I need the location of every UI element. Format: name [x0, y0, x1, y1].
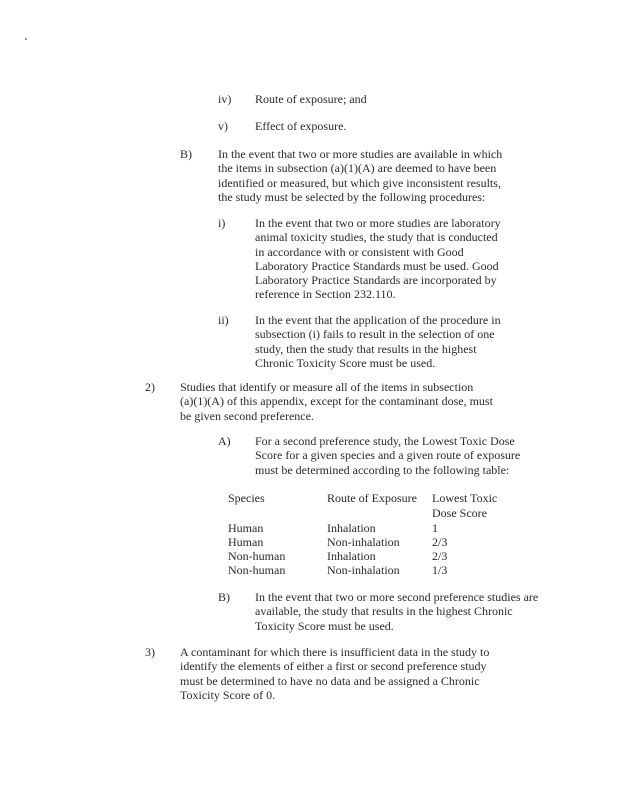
text-line: the study must be selected by the following procedures:	[218, 189, 486, 204]
table-header: Species	[228, 491, 265, 505]
scan-speck	[25, 38, 27, 40]
text-line: the items in subsection (a)(1)(A) are deemed to have been	[218, 161, 497, 176]
text-line: identify the elements of either a first or second preference study	[180, 659, 487, 674]
item-label: v)	[218, 119, 228, 133]
text-line: Toxicity Score of 0.	[180, 687, 276, 702]
item-label: iv)	[218, 92, 232, 106]
text-line: subsection (i) fails to result in the selection of one	[255, 327, 495, 342]
table-cell: Human	[228, 535, 264, 549]
item-label: 2)	[145, 380, 155, 394]
text-line: For a second preference study, the Lowest Toxic Dose	[255, 434, 515, 448]
item-label: ii)	[218, 313, 229, 327]
paragraph	[180, 380, 493, 423]
table-cell: Human	[228, 521, 264, 535]
table-cell: 1/3	[432, 563, 448, 577]
text-line: Laboratory Practice Standards must be used. Good	[255, 258, 499, 273]
item-label: B)	[180, 147, 192, 161]
text-line: animal toxicity studies, the study that is conducted	[255, 230, 498, 245]
table-cell: Inhalation	[327, 521, 376, 535]
table-cell: 2/3	[432, 535, 448, 549]
text-line: study, then the study that results in the highest	[255, 341, 477, 356]
text-line: Laboratory Practice Standards are incorporated by	[255, 273, 497, 288]
text-line: must be determined to have no data and be assigned a Chronic	[180, 673, 480, 688]
paragraph	[218, 147, 502, 204]
text-line: In the event that two or more studies are available in which	[218, 147, 503, 161]
text-line: available, the study that results in the highest Chronic	[255, 604, 513, 619]
table-header: Route of Exposure	[327, 491, 417, 505]
item-label: i)	[218, 216, 226, 230]
text-line: Score for a given species and a given route of exposure	[255, 448, 521, 463]
paragraph	[255, 216, 501, 302]
text-line: be given second preference.	[180, 408, 314, 423]
text-line: reference in Section 232.110.	[255, 287, 396, 302]
text-line: Toxicity Score must be used.	[255, 618, 394, 633]
table-cell: 2/3	[432, 549, 448, 563]
table-cell: Inhalation	[327, 549, 376, 563]
item-label: A)	[218, 434, 231, 448]
table-cell: 1	[432, 521, 438, 535]
text-line: must be determined according to the following table:	[255, 462, 510, 477]
item-label: B)	[218, 590, 230, 604]
table-cell: Non-human	[228, 549, 286, 563]
text-line: In the event that two or more second preference studies are	[255, 590, 539, 604]
text-line: identified or measured, but which give inconsistent results,	[218, 175, 501, 190]
table-header: Lowest Toxic	[432, 491, 498, 505]
text-line: In the event that the application of the procedure in	[255, 313, 501, 327]
paragraph	[180, 645, 489, 702]
item-label: 3)	[145, 645, 155, 659]
paragraph	[255, 434, 520, 477]
table-cell: Non-human	[228, 563, 286, 577]
paragraph	[255, 313, 501, 370]
text-line: (a)(1)(A) of this appendix, except for the contaminant dose, must	[180, 394, 493, 409]
table-header: Dose Score	[432, 506, 487, 520]
table-cell: Non-inhalation	[327, 535, 400, 549]
item-text: Route of exposure; and	[255, 92, 367, 106]
paragraph	[255, 590, 538, 633]
text-line: Chronic Toxicity Score must be used.	[255, 355, 436, 370]
text-line: Studies that identify or measure all of the items in subsection	[180, 380, 474, 394]
table-cell: Non-inhalation	[327, 563, 400, 577]
text-line: In the event that two or more studies are laboratory	[255, 216, 501, 230]
item-text: Effect of exposure.	[255, 119, 347, 133]
text-line: in accordance with or consistent with Good	[255, 244, 464, 259]
text-line: A contaminant for which there is insufficient data in the study to	[180, 645, 490, 659]
